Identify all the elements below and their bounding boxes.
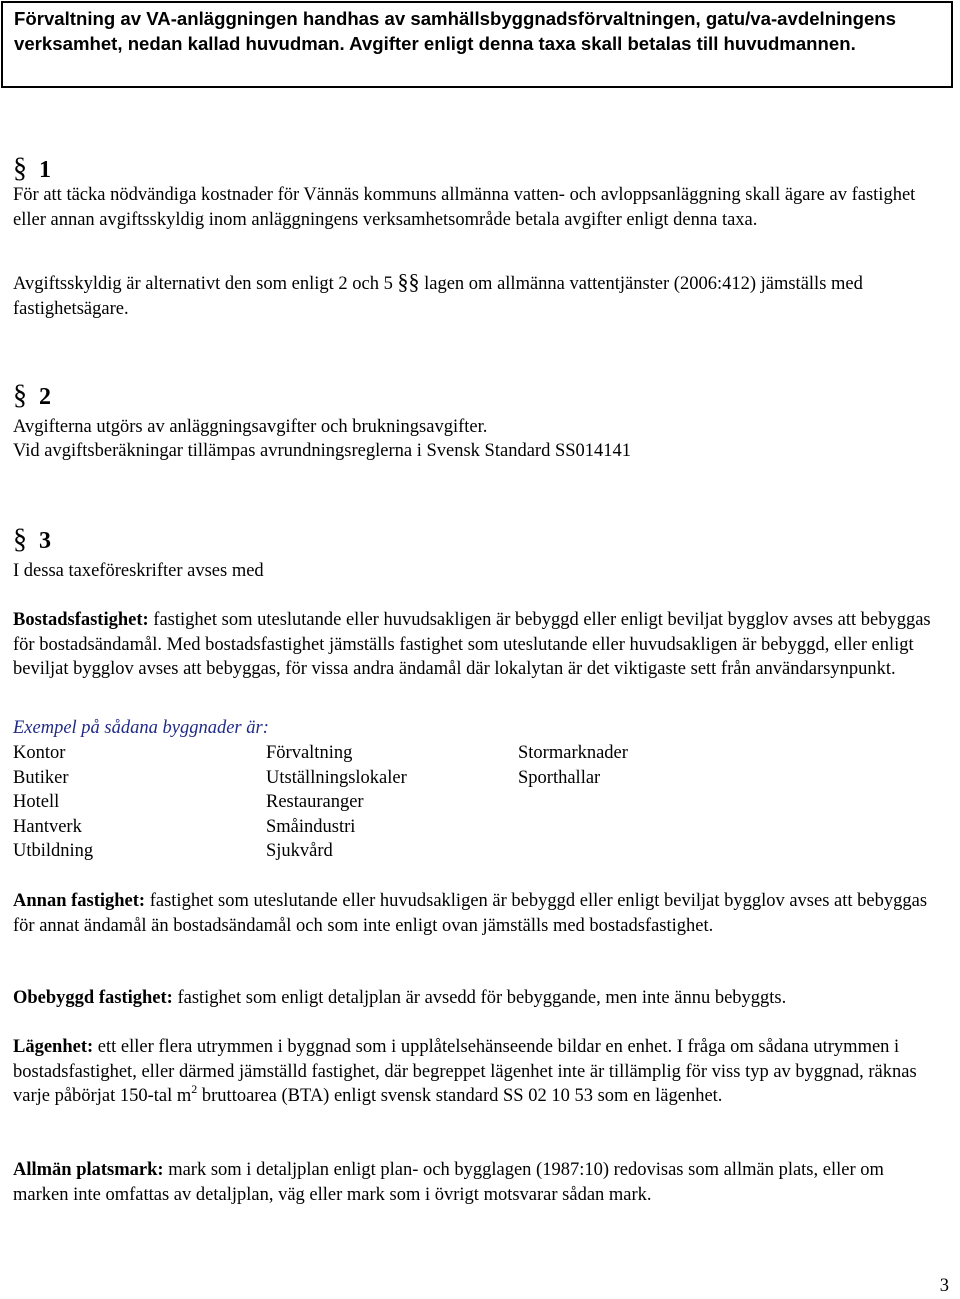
section-number: 1 [39,157,51,183]
definition-term: Annan fastighet: [13,891,146,911]
examples-column-3 [518,741,628,790]
definition-term: Lägenhet: [13,1037,94,1057]
definition-text: ett eller flera utrymmen i byggnad som i upplåtelsehänseende bildar en enhet. I fråga om sådana utrymmen i bostadsfastighet, eller därmed jämställd fastighet, där begreppet lägenhet inte är tillämplig för viss typ av byggnad, räknas varje påbörjat 150-tal m [13,1037,917,1106]
definition-text: fastighet som enligt detaljplan är avsedd för bebyggande, men inte ännu bebyggts. [177,988,787,1008]
example-item: Kontor [13,743,66,763]
definition-text: bruttoarea (BTA) enligt svensk standard SS 02 10 53 som en lägenhet. [201,1086,723,1106]
example-item: Sporthallar [518,767,601,788]
section-symbol: § [408,269,420,294]
definition-obebyggd-fastighet [13,986,943,1011]
example-item: Restauranger [266,792,364,812]
definition-term: Obebyggd fastighet: [13,988,173,1008]
example-item: Småindustri [266,816,356,837]
section-1-heading [13,155,51,184]
examples-column-2 [266,741,407,864]
example-item: Sjukvård [266,841,333,861]
section-2-paragraph-2: Vid avgiftsberäkningar tillämpas avrundningsreglerna i Svensk Standard SS014141 [13,441,632,461]
header-box [1,1,953,88]
section-symbol: § [13,153,27,184]
paragraph-text: lagen om allmänna vattentjänster (2006:412) jämställs med fastighetsägare. [13,274,863,319]
section-number: 3 [39,528,51,554]
section-symbol: § [13,380,27,411]
page-number: 3 [939,1276,949,1296]
examples-column-1 [13,741,93,864]
superscript: 2 [191,1082,198,1096]
section-3-intro: I dessa taxeföreskrifter avses med [13,561,264,581]
definition-lagenhet [13,1035,943,1109]
definition-bostadsfastighet [13,608,943,682]
example-item: Förvaltning [266,743,353,763]
example-item: Utställningslokaler [266,767,407,788]
definition-text: fastighet som uteslutande eller huvudsakligen är bebyggd eller enligt beviljat bygglov avses att bebyggas för bostadsändamål. Med bostadsfastighet jämställs fastighet som uteslutande eller huvudsakligen är bebyggd, eller enligt beviljat bygglov avses att bebyggas, för vissa andra ändamål där lokalytan är det viktigaste sett från användarsynpunkt. [13,610,931,679]
definition-text: fastighet som uteslutande eller huvudsakligen är bebyggd eller enligt beviljat bygglov avses att bebyggas för annat ändamål än bostadsändamål och som inte enligt ovan jämställs med bostadsfastighet. [13,891,928,936]
definition-allman-platsmark [13,1158,943,1207]
section-2-paragraph-1: Avgifterna utgörs av anläggningsavgifter och brukningsavgifter. [13,417,488,437]
paragraph-text: Avgiftsskyldig är alternativt den som enligt 2 och 5 [13,274,393,294]
definition-term: Allmän platsmark: [13,1160,164,1180]
section-2-heading [13,382,51,411]
definition-text: mark som i detaljplan enligt plan- och bygglagen (1987:10) redovisas som allmän plats, eller om marken inte omfattas av detaljplan, väg eller mark som i övrigt motsvarar sådan mark. [13,1160,884,1205]
example-item: Utbildning [13,841,94,861]
definition-term: Bostadsfastighet: [13,610,149,630]
section-number: 2 [39,384,51,410]
section-symbol: § [13,524,27,555]
example-item: Hotell [13,792,60,812]
example-item: Hantverk [13,816,82,837]
section-3-heading [13,526,51,555]
header-box-text: Förvaltning av VA-anläggningen handhas av samhällsbyggnadsförvaltningen, gatu/va-avdelningens verksamhet, nedan kallad huvudman. Avgifter enligt denna taxa skall betalas till huvudmannen. [14,8,896,54]
example-item: Butiker [13,767,69,788]
examples-heading: Exempel på sådana byggnader är: [13,718,269,738]
section-1-paragraph-2 [13,270,943,321]
section-1-paragraph-1: För att täcka nödvändiga kostnader för Vännäs kommuns allmänna vatten- och avloppsanläggning skall ägare av fastighet eller annan avgiftsskyldig inom anläggningens verksamhetsområde betala avgifter enligt denna taxa. [13,185,916,230]
example-item: Stormarknader [518,743,628,763]
definition-annan-fastighet [13,889,943,938]
section-symbol: § [397,269,409,294]
